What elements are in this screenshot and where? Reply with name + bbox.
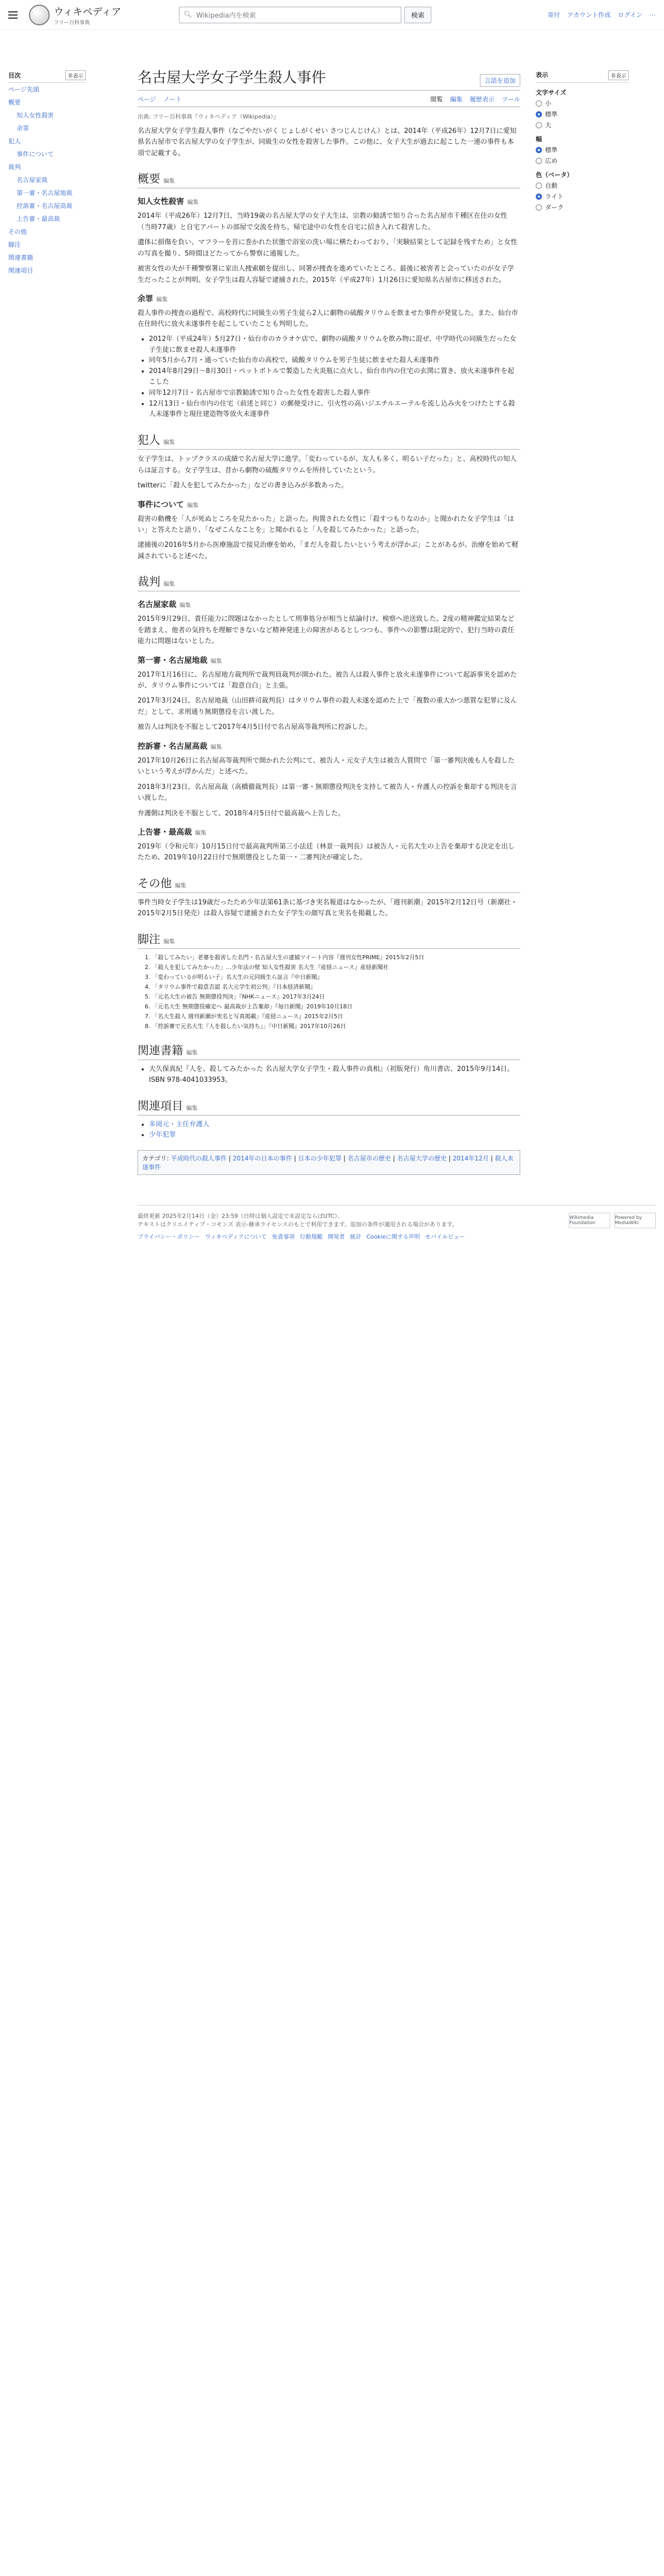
add-language-button[interactable]: 言語を追加 <box>480 74 520 87</box>
categories-box: カテゴリ: 平成時代の殺人事件 | 2014年の日本の事件 | 日本の少年犯罪 | 名古屋市の歴史 | 名古屋大学の歴史 | 2014年12月 | 殺人未遂事件 <box>138 1150 520 1175</box>
section-paragraph: 2017年10月26日に名古屋高等裁判所で開かれた公判にて、被告人・元女子大生は被告人質問で「第一審判決後も人を殺したいという考えが浮かんだ」と述べた。 <box>138 756 515 776</box>
section-heading <box>138 875 520 893</box>
appearance-hide-button[interactable]: 非表示 <box>608 70 629 80</box>
reference-item: 4. 「タリウム事件で殺意否認 名大元学生初公判」『日本経済新聞』 <box>152 982 520 991</box>
toc-item <box>8 160 127 173</box>
edit-link[interactable]: 編集 <box>210 743 222 750</box>
user-tools <box>548 10 656 19</box>
section-paragraph: twitterに「殺人を犯してみたかった」などの書き込みが多数あった。 <box>138 482 348 490</box>
category-link[interactable]: 2014年の日本の事件 <box>233 1155 292 1163</box>
section-title: 控訴審・名古屋高裁 <box>138 741 208 751</box>
section-heading <box>138 196 520 206</box>
search-input[interactable] <box>179 7 401 23</box>
categories-label: カテゴリ: <box>142 1155 169 1163</box>
site-name: ウィキペディア <box>54 6 122 18</box>
page-title: 名古屋大学女子学生殺人事件 <box>138 69 326 86</box>
related-item <box>149 1130 520 1141</box>
toc-item <box>8 122 127 135</box>
section-paragraph: 2018年3月23日、名古屋高裁（高橋徹裁判長）は第一審・無期懲役判決を支持して被告人・弁護人の控訴を棄却する判決を言い渡した。 <box>138 783 517 802</box>
option-label: 自動 <box>545 182 558 189</box>
books-heading: 関連書籍 編集 <box>138 1042 520 1060</box>
radio-icon[interactable] <box>536 183 542 189</box>
toc-item <box>8 238 127 251</box>
reference-item: 1. 「殺してみたい」老婆を殺害した名門・名古屋大生の逮捕ツイート内容『週刊女性PRIME』2015年2月5日 <box>152 953 520 962</box>
section-title: 知人女性殺害 <box>138 197 185 206</box>
toc-link[interactable]: 知人女性殺害 <box>17 112 54 119</box>
appearance-option[interactable] <box>536 192 639 201</box>
option-label: ライト <box>545 193 564 200</box>
section-heading <box>138 599 520 609</box>
toc-item <box>8 135 127 147</box>
wikimedia-badge[interactable]: Wikimedia Foundation <box>569 1213 610 1228</box>
appearance-option[interactable] <box>536 99 639 108</box>
toc-item <box>8 147 127 160</box>
section-title: その他 <box>138 877 172 890</box>
last-updated: 最終更新 2025年2月14日（金）23:59（日時は個人設定で未設定ならばUTC）。 <box>138 1213 343 1220</box>
section-title: 第一審・名古屋地裁 <box>138 655 208 665</box>
radio-icon[interactable] <box>536 158 542 164</box>
category-link[interactable]: 名古屋大学の歴史 <box>397 1155 447 1163</box>
sections <box>138 170 520 919</box>
section-heading <box>138 654 520 665</box>
refs-heading: 脚注 編集 <box>138 931 520 949</box>
toc-link[interactable]: 犯人 <box>8 138 21 145</box>
reference-item: 2. 「殺人を犯してみたかった」…少年法の壁 知人女性殺害 名大生『産経ニュース』産経新聞社 <box>152 963 520 972</box>
toc-item <box>8 199 127 212</box>
section-heading <box>138 293 520 304</box>
toc-link[interactable]: その他 <box>8 228 27 235</box>
footer-link[interactable]: 統計 <box>350 1233 361 1241</box>
search-icon: 🔍︎ <box>184 11 192 19</box>
list-item: • 2012年（平成24年）5月27日・仙台市のカラオケ店で、劇物の硫酸タリウムを飲み物に混ぜ、中学時代の同級生だった女子生徒に飲ませ殺人未遂事件 <box>149 334 520 356</box>
toc-link[interactable]: 余罪 <box>17 125 29 132</box>
edit-link[interactable]: 編集 <box>210 657 222 664</box>
section-paragraph: 事件当時女子学生は19歳だったため少年法第61条に基づき実名報道はなかったが、「週刊新潮」2015年2月12日号（新潮社・2015年2月5日発売）は殺人容疑で逮捕された女子学生の顔写真と実名を掲載した。 <box>138 898 518 918</box>
reference-item: 3. 「変わっているが明るい子」名大生の元同級生ら証言『中日新聞』 <box>152 973 520 981</box>
section-paragraph: 弁護側は判決を不服として、2018年4月5日付で最高裁へ上告した。 <box>138 809 345 817</box>
section-paragraph: 2019年（令和元年）10月15日付で最高裁判所第三小法廷（林景一裁判長）は被告人・元名大生の上告を棄却する決定を出したため、2019年10月22日付で無期懲役とした第一・二審判決が確定した。 <box>138 842 515 862</box>
toc-link[interactable]: 裁判 <box>8 163 21 171</box>
toc-link[interactable]: ページ先頭 <box>8 86 39 93</box>
globe-icon <box>29 5 50 25</box>
toc-hide-button[interactable]: 非表示 <box>65 70 86 80</box>
section-paragraph: 2015年9月29日、責任能力に問題はなかったとして刑事処分が相当と結論付け、検察へ逆送致した。2度の精神鑑定結果などを踏まえ、他者の気持ちを理解できないなど精神発達上の障害があるとしつつも、事件への影響は限定的で、犯行当時の責任能力に問題はないとした。 <box>138 615 515 646</box>
section-paragraph: 殺人事件の捜査の過程で、高校時代に同級生の男子生徒ら2人に劇物の硫酸タリウムを飲ませた事件が発覚した。また、仙台市在住時代に放火未遂事件を起こしていたことも判明した。 <box>138 309 518 329</box>
radio-icon[interactable] <box>536 100 542 107</box>
section-title: 名古屋家裁 <box>138 600 177 609</box>
option-label: 大 <box>545 122 552 129</box>
appearance-panel <box>520 30 639 1184</box>
appearance-option[interactable] <box>536 145 639 154</box>
edit-link[interactable]: 編集 <box>179 602 191 609</box>
footer-link[interactable]: ウィキペディアについて <box>205 1233 267 1241</box>
reference-item: 8. 「控訴審で元名大生『人を殺したい気持ち』」『中日新聞』2017年10月26日 <box>152 1022 520 1031</box>
footer-link[interactable]: 開発者 <box>327 1233 345 1241</box>
related-list <box>149 1120 520 1141</box>
edit-link[interactable]: 編集 <box>186 1049 198 1056</box>
footer-link[interactable]: 行動規範 <box>299 1233 323 1241</box>
section-list <box>149 334 520 420</box>
edit-link[interactable]: 編集 <box>163 580 175 588</box>
edit-link[interactable]: 編集 <box>187 501 199 509</box>
toc-item <box>8 264 127 277</box>
appearance-group-label: 色（ベータ） <box>536 171 574 178</box>
section-heading <box>138 826 520 837</box>
appearance-option[interactable] <box>536 121 639 129</box>
appearance-group-label: 文字サイズ <box>536 89 567 96</box>
tab-read[interactable]: 閲覧 <box>430 96 443 103</box>
edit-link[interactable]: 編集 <box>186 1104 198 1111</box>
list-item: • 同年12月7日・名古屋市で宗教勧誘で知り合った女性を殺害した殺人事件 <box>149 388 520 399</box>
option-label: 小 <box>545 100 552 107</box>
footer-link[interactable]: プライバシー・ポリシー <box>138 1233 200 1241</box>
search-placeholder: Wikipedia内を検索 <box>196 12 256 20</box>
source-line: 出典: フリー百科事典『ウィキペディア（Wikipedia）』 <box>138 113 279 120</box>
tab-history[interactable]: 履歴表示 <box>470 96 495 103</box>
footer-link[interactable]: モバイルビュー <box>425 1233 465 1241</box>
edit-link[interactable]: 編集 <box>163 177 175 185</box>
edit-link[interactable]: 編集 <box>156 295 168 303</box>
menu-icon[interactable] <box>8 8 23 22</box>
related-link[interactable]: 多岡元・主任弁護人 <box>149 1120 210 1128</box>
tab-talk[interactable]: ノート <box>163 96 182 103</box>
lead-paragraph: 名古屋大学女子学生殺人事件（なごやだいがく じょしがくせい さつじんじけん）とは、2014年（平成26年）12月7日に愛知県名古屋市で名古屋大学の女子学生が、同級生の女性を殺害した事件。この他に、女子大生が過去に起こした一連の事件も本項で記載する。 <box>138 127 517 157</box>
reference-item: 5. 「元名大生の被告 無期懲役判決」『NHKニュース』2017年3月24日 <box>152 992 520 1001</box>
radio-icon[interactable] <box>536 204 542 211</box>
appearance-option[interactable] <box>536 110 639 118</box>
toc-link[interactable]: 概要 <box>8 99 21 106</box>
appearance-group <box>536 135 639 165</box>
section-paragraph: 2017年1月16日に、名古屋地方裁判所で裁判員裁判が開かれた。被告人は殺人事件と放火未遂事件について起訴事実を認めたが、タリウム事件については「殺意自白」と主張。 <box>138 671 517 690</box>
radio-icon[interactable] <box>536 193 542 200</box>
section-heading <box>138 431 520 450</box>
list-item: • 2014年8月29日〜8月30日・ペットボトルで製造した火炎瓶に点火し、仙台市内の住宅の玄関に置き、放火未遂事件を起こした <box>149 366 520 388</box>
toc-item <box>8 212 127 225</box>
toc-link[interactable]: 控訴審・名古屋高裁 <box>17 202 73 210</box>
appearance-group <box>536 88 639 129</box>
option-label: 標準 <box>545 146 558 154</box>
list-item: • 同年5月から7月・通っていた仙台市の高校で、硫酸タリウムを男子生徒に飲ませた殺人未遂事件 <box>149 355 520 366</box>
section-paragraph: 遺体に損傷を負い、マフラーを首に巻かれた状態で浴室の洗い場に横たわっており、「実験結果として記録を残すため」と女性の写真を撮り、5時間ほどたってから警察に通報した。 <box>138 239 518 258</box>
option-label: 標準 <box>545 111 558 118</box>
section-paragraph: 2014年（平成26年）12月7日、当時19歳の名古屋大学の女子大生は、宗教の勧誘で知り合った名古屋市千種区在住の女性（当時77歳）と自宅アパートの部屋で交流を持ち、帰宅途中の女性を自宅に招き入れて殺害した。 <box>138 212 507 231</box>
edit-link[interactable]: 編集 <box>163 937 175 945</box>
toc-link[interactable]: 脚注 <box>8 241 21 248</box>
page <box>0 0 664 1261</box>
category-link[interactable]: 殺人未遂事件 <box>142 1155 514 1171</box>
radio-icon[interactable] <box>536 111 542 117</box>
page-tabs <box>138 91 520 107</box>
appearance-option[interactable] <box>536 181 639 190</box>
section-heading <box>138 740 520 751</box>
more-icon[interactable]: ⋯ <box>650 11 656 19</box>
toc-item <box>8 225 127 238</box>
toc-link[interactable]: 名古屋家裁 <box>17 176 48 184</box>
section-heading <box>138 573 520 591</box>
toc-item <box>8 186 127 199</box>
appearance-option[interactable] <box>536 203 639 212</box>
book-item: • 大久保真紀『人を、殺してみたかった 名古屋大学女子学生・殺人事件の真相』（初版発行）角川書店、2015年9月14日。ISBN 978-4041033953。 <box>149 1064 520 1086</box>
edit-link[interactable]: 編集 <box>195 829 207 836</box>
license-text: テキストはクリエイティブ・コモンズ 表示-継承ライセンスのもとで利用できます。追加の条件が適用される場合があります。 <box>138 1221 458 1228</box>
category-link[interactable]: 名古屋市の歴史 <box>348 1155 391 1163</box>
appearance-group <box>536 170 639 212</box>
footer-link[interactable]: Cookieに関する声明 <box>366 1233 420 1241</box>
section-title: 犯人 <box>138 434 161 448</box>
toc-link[interactable]: 関連項目 <box>8 267 34 274</box>
toc-item <box>8 173 127 186</box>
toc-item <box>8 109 127 122</box>
toc-link[interactable]: 関連書籍 <box>8 254 34 261</box>
related-heading: 関連項目 編集 <box>138 1097 520 1115</box>
toc-sidebar <box>8 30 127 1184</box>
reference-item: 6. 「元名大生 無期懲役確定へ 最高裁が上告棄却」『毎日新聞』2019年10月18日 <box>152 1002 520 1011</box>
books-list <box>149 1064 520 1086</box>
section-heading <box>138 170 520 188</box>
create-account-link[interactable]: アカウント作成 <box>567 11 611 19</box>
page-title-row <box>138 66 520 91</box>
appearance-option[interactable] <box>536 156 639 165</box>
category-link[interactable]: 日本の少年犯罪 <box>298 1155 342 1163</box>
toc-item <box>8 96 127 109</box>
category-link[interactable]: 2014年12月 <box>452 1155 489 1163</box>
section-paragraph: 被害女性の夫が千種警察署に家出人捜索願を提出し、同署が捜査を進めていたところ、最後に被害者と会っていたのが女子学生だったことが判明。女子学生は殺人容疑で逮捕された。2015年（平成27年）1月26日に愛知県名古屋市に移送された。 <box>138 265 515 284</box>
edit-link[interactable]: 編集 <box>163 439 175 446</box>
toc-link[interactable]: 事件について <box>17 151 54 158</box>
section-title: 上告審・最高裁 <box>138 827 192 837</box>
list-item: • 12月13日・仙台市内の住宅（前述と同じ）の郵便受けに、引火性の高いジエチルエーテルを流し込み火をつけたとする殺人未遂事件と現住建造物等放火未遂事件 <box>149 399 520 421</box>
footer-link[interactable]: 免責事項 <box>271 1233 295 1241</box>
toc-item <box>8 251 127 264</box>
reference-item: 7. 「名大生殺人 週刊新潮が実名と写真掲載」『産経ニュース』2015年2月5日 <box>152 1012 520 1021</box>
appearance-title: 表示 <box>536 71 549 79</box>
radio-icon[interactable] <box>536 122 542 128</box>
category-link[interactable]: 平成時代の殺人事件 <box>171 1155 227 1163</box>
site-header <box>0 0 664 30</box>
refs-list <box>152 953 520 1031</box>
radio-icon[interactable] <box>536 147 542 153</box>
section-paragraph: 被告人は判決を不服として2017年4月5日付で名古屋高等裁判所に控訴した。 <box>138 723 372 732</box>
search-button[interactable]: 検索 <box>404 7 431 23</box>
login-link[interactable]: ログイン <box>617 11 642 19</box>
section-title: 余罪 <box>138 293 154 303</box>
edit-link[interactable]: 編集 <box>187 199 199 206</box>
tab-edit[interactable]: 編集 <box>450 96 463 103</box>
donate-link[interactable]: 寄付 <box>547 11 560 19</box>
site-logo[interactable] <box>29 4 179 26</box>
section-paragraph: 2017年3月24日、名古屋地裁（山田耕司裁判長）はタリウム事件の殺人未遂を認めた上で「複数の重大かつ悪質な犯罪に及んだ」として、求刑通り無期懲役を言い渡した。 <box>138 697 517 716</box>
section-paragraph: 女子学生は、トップクラスの成績で名古屋大学に進学。「変わっているが、友人も多く、明るい子だった」と、高校時代の知人らは証言する。女子学生は、昔から劇物の硫酸タリウムを所持していたという。 <box>138 455 517 474</box>
section-paragraph: 逮捕後の2016年5月から医療施設で接見治療を始め、「まだ人を殺したいという考えが浮かぶ」ことがあるが、治療を始めて軽減されていると述べた。 <box>138 541 519 560</box>
tab-page[interactable]: ページ <box>138 96 156 103</box>
toc-title: 目次 <box>8 72 21 79</box>
option-label: 広め <box>545 157 558 165</box>
toc-link[interactable]: 第一審・名古屋地裁 <box>17 189 73 197</box>
toc-list <box>8 83 127 277</box>
article <box>127 30 520 1184</box>
section-title: 裁判 <box>138 576 161 589</box>
appearance-group-label: 幅 <box>536 136 542 143</box>
site-subtitle: フリー百科事典 <box>54 20 90 26</box>
mediawiki-badge[interactable]: Powered by MediaWiki <box>614 1213 656 1228</box>
toc-item <box>8 83 127 96</box>
option-label: ダーク <box>545 204 564 211</box>
footer <box>138 1205 656 1261</box>
related-link[interactable]: 少年犯罪 <box>149 1131 176 1139</box>
section-title: 概要 <box>138 173 161 186</box>
section-heading <box>138 499 520 510</box>
section-title: 事件について <box>138 499 184 509</box>
toc-link[interactable]: 上告審・最高裁 <box>17 215 61 222</box>
related-item <box>149 1120 520 1130</box>
tab-tools[interactable]: ツール <box>502 96 520 103</box>
section-paragraph: 殺害の動機を「人が死ぬところを見たかった」と語った。拘置された女性に「殺すつもりなのか」と聞かれた女子学生は「はい」と答えたと語り、「なぜこんなことを」と聞かれると「人を殺してみたかった」と語った。 <box>138 515 515 534</box>
edit-link[interactable]: 編集 <box>175 882 187 889</box>
